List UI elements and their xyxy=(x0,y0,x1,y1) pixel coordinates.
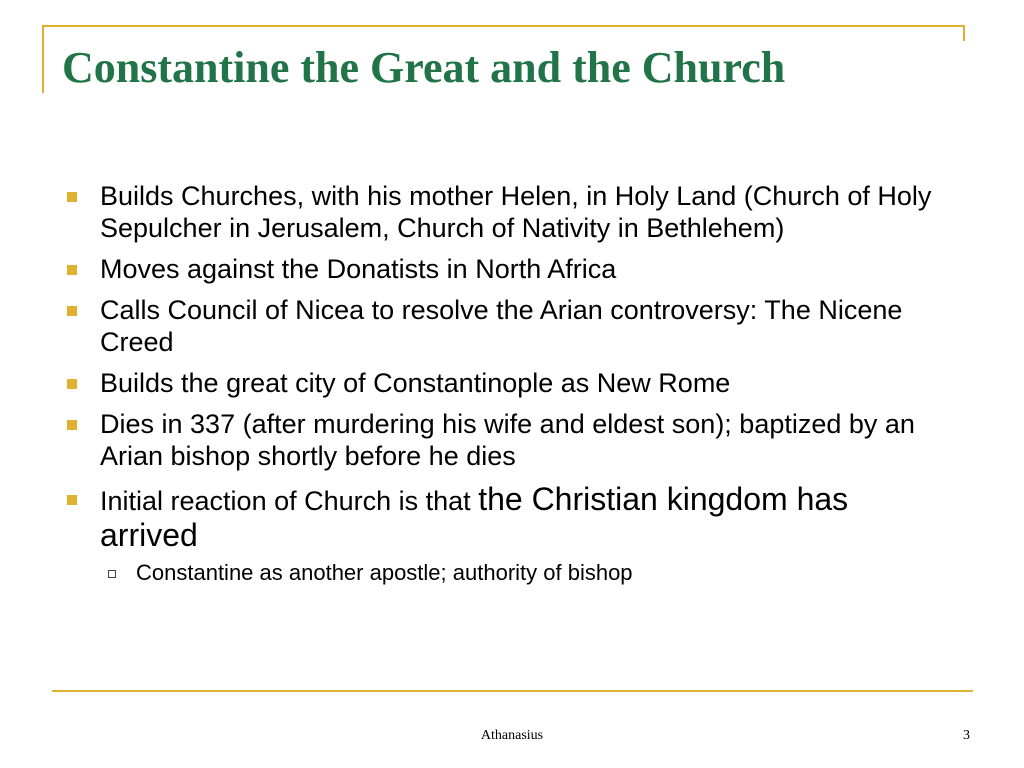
slide-title: Constantine the Great and the Church xyxy=(62,43,786,92)
bullet-item xyxy=(64,180,944,244)
bullet-item xyxy=(64,253,944,285)
bullet-text: Moves against the Donatists in North Africa xyxy=(100,254,617,284)
bullet-text: Builds the great city of Constantinople as New Rome xyxy=(100,368,731,398)
bullet-text: Dies in 337 (after murdering his wife and eldest son); baptized by an Arian bishop shortly before he dies xyxy=(100,409,915,471)
bullet-text-emphasis: the Christian kingdom has arrived xyxy=(100,481,849,553)
hollow-square-bullet-icon xyxy=(108,570,116,578)
bullet-text: Builds Churches, with his mother Helen, in Holy Land (Church of Holy Sepulcher in Jerusalem, Church of Nativity in Bethlehem) xyxy=(100,181,932,243)
footer-divider xyxy=(52,690,973,692)
footer-title: Athanasius xyxy=(480,728,544,743)
sub-bullet-item xyxy=(64,560,944,586)
page-number: 3 xyxy=(963,728,970,743)
title-frame-top-line xyxy=(42,25,965,27)
bullet-text: Calls Council of Nicea to resolve the Arian controversy: The Nicene Creed xyxy=(100,295,903,357)
bullet-item xyxy=(64,367,944,399)
bullet-item xyxy=(64,408,944,472)
square-bullet-icon xyxy=(67,192,77,202)
bullet-text: Initial reaction of Church is that xyxy=(100,486,479,516)
title-frame-left-line xyxy=(42,25,44,93)
sub-bullet-text: Constantine as another apostle; authority of bishop xyxy=(136,560,633,585)
bullet-item xyxy=(64,481,944,553)
bullet-item xyxy=(64,294,944,358)
title-frame-right-line xyxy=(963,25,965,41)
square-bullet-icon xyxy=(67,495,77,505)
square-bullet-icon xyxy=(67,420,77,430)
square-bullet-icon xyxy=(67,265,77,275)
square-bullet-icon xyxy=(67,379,77,389)
square-bullet-icon xyxy=(67,306,77,316)
bullet-list xyxy=(64,180,944,586)
